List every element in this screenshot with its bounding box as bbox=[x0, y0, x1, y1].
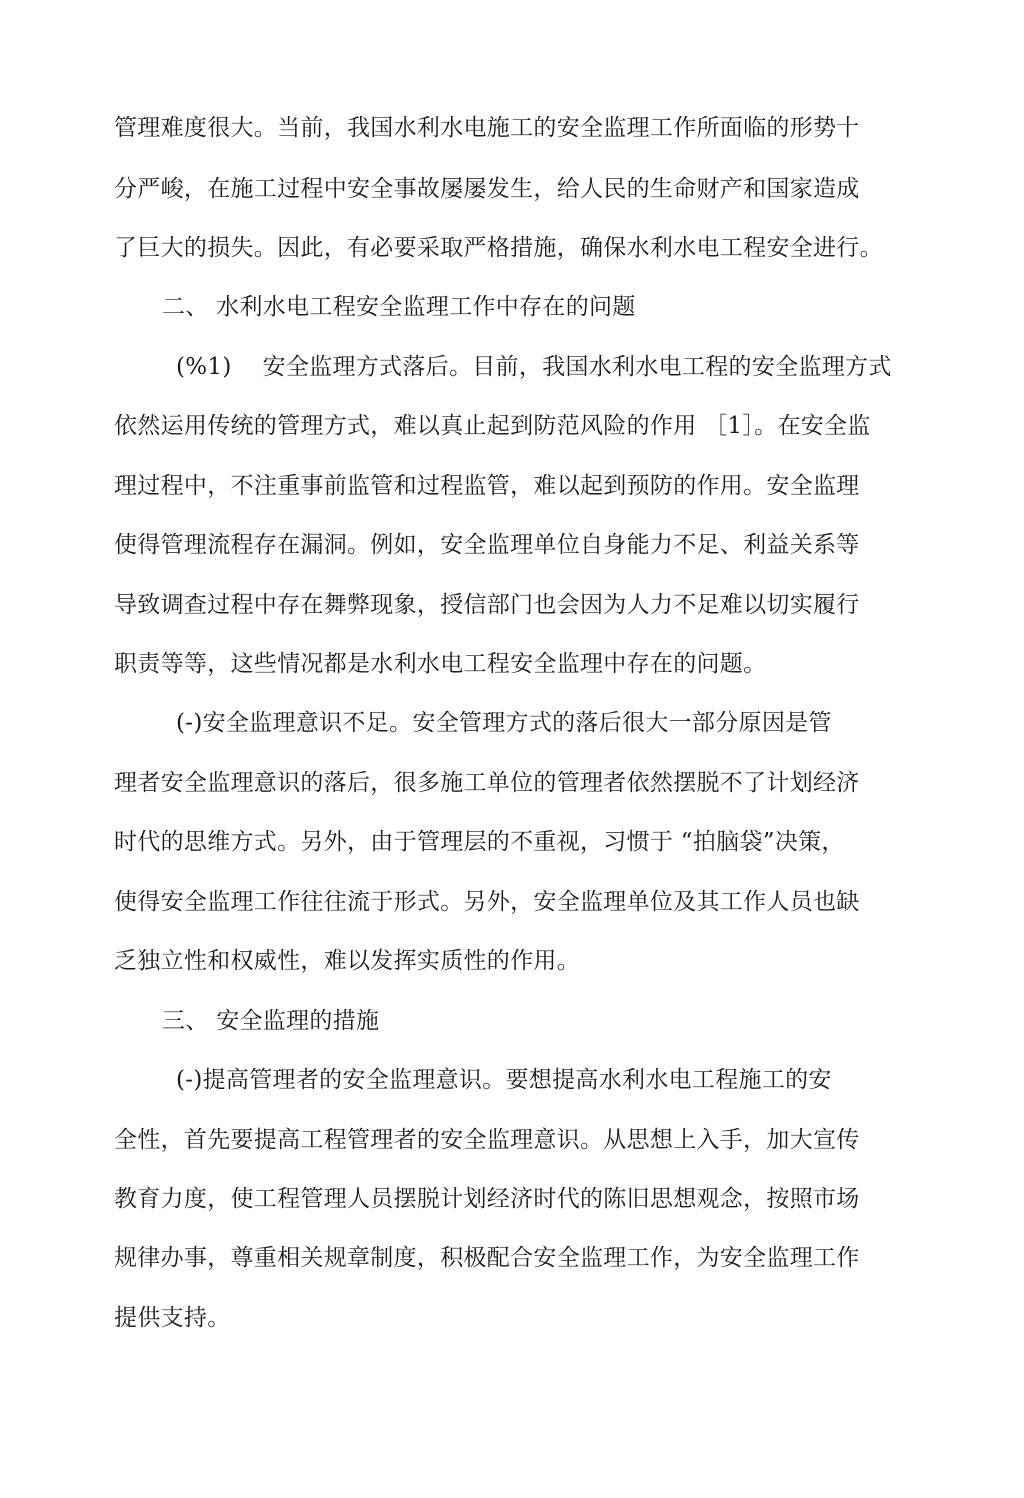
section-heading: 二、 水利水电工程安全监理工作中存在的问题 bbox=[162, 294, 636, 320]
text-line: 理者安全监理意识的落后，很多施工单位的管理者依然摆脱不了计划经济 bbox=[114, 770, 860, 796]
text-line: 理过程中，不注重事前监管和过程监管，难以起到预防的作用。安全监理 bbox=[114, 473, 860, 499]
section-heading: 三、 安全监理的措施 bbox=[162, 1008, 380, 1034]
text-line: 导致调查过程中存在舞弊现象，授信部门也会因为人力不足难以切实履行 bbox=[114, 592, 860, 618]
text-line: (%1) 安全监理方式落后。目前，我国水利水电工程的安全监理方式 bbox=[176, 354, 892, 380]
text-line: 职责等等，这些情况都是水利水电工程安全监理中存在的问题。 bbox=[114, 651, 767, 677]
text-line: 管理难度很大。当前，我国水利水电施工的安全监理工作所面临的形势十 bbox=[114, 115, 860, 141]
text-line: 提供支持。 bbox=[114, 1305, 231, 1331]
text-line: 时代的思维方式。另外，由于管理层的不重视，习惯于 “拍脑袋”决策， bbox=[114, 829, 845, 855]
text-line: 全性，首先要提高工程管理者的安全监理意识。从思想上入手，加大宣传 bbox=[114, 1127, 860, 1153]
text-line: 规律办事，尊重相关规章制度，积极配合安全监理工作，为安全监理工作 bbox=[114, 1245, 860, 1271]
text-line: (-)提高管理者的安全监理意识。要想提高水利水电工程施工的安 bbox=[176, 1067, 832, 1093]
text-line: 使得管理流程存在漏洞。例如，安全监理单位自身能力不足、利益关系等 bbox=[114, 532, 860, 558]
text-line: 分严峻，在施工过程中安全事故屡屡发生，给人民的生命财产和国家造成 bbox=[114, 176, 860, 202]
text-line: (-)安全监理意识不足。安全管理方式的落后很大一部分原因是管 bbox=[176, 710, 832, 736]
text-line: 乏独立性和权威性，难以发挥实质性的作用。 bbox=[114, 948, 580, 974]
text-line: 教育力度，使工程管理人员摆脱计划经济时代的陈旧思想观念，按照市场 bbox=[114, 1186, 860, 1212]
text-line: 依然运用传统的管理方式，难以真止起到防范风险的作用 ［1］。在安全监 bbox=[114, 413, 871, 439]
text-line: 了巨大的损失。因此，有必要采取严格措施，确保水利水电工程安全进行。 bbox=[114, 235, 883, 261]
text-line: 使得安全监理工作往往流于形式。另外，安全监理单位及其工作人员也缺 bbox=[114, 889, 860, 915]
